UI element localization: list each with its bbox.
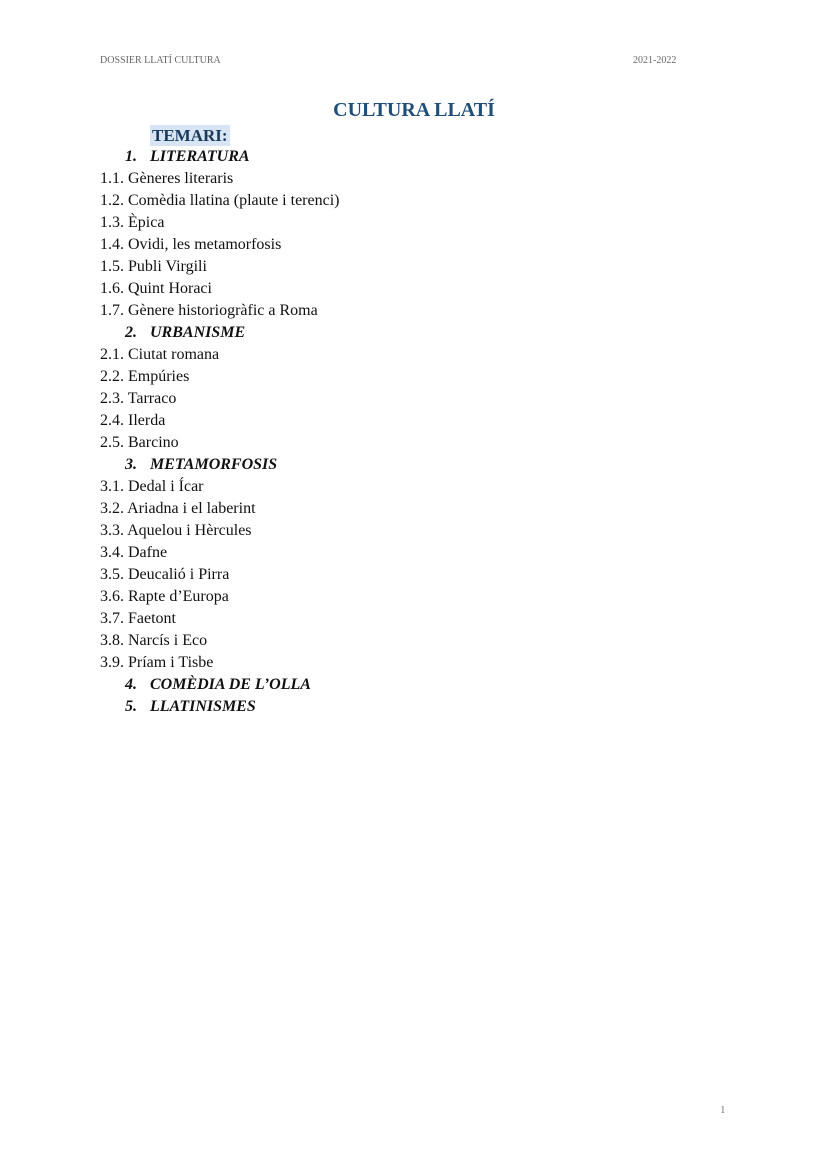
section-heading <box>100 146 339 168</box>
toc-item: 1.3. Èpica <box>100 214 165 231</box>
toc-item: 1.7. Gènere historiogràfic a Roma <box>100 302 318 319</box>
toc-item: 3.9. Príam i Tisbe <box>100 654 214 671</box>
toc-item: 3.7. Faetont <box>100 610 176 627</box>
toc-item: 3.4. Dafne <box>100 544 168 561</box>
toc-item: 1.4. Ovidi, les metamorfosis <box>100 236 282 253</box>
toc-item: 3.2. Ariadna i el laberint <box>100 500 256 517</box>
section-title: LITERATURA <box>150 148 250 165</box>
subtitle-temari: TEMARI: <box>152 126 228 145</box>
header-right: 2021-2022 <box>633 55 677 66</box>
toc-item: 3.6. Rapte d’Europa <box>100 588 229 605</box>
toc-item: 1.1. Gèneres literaris <box>100 170 234 187</box>
toc-item: 2.4. Ilerda <box>100 412 166 429</box>
section-number: 4. <box>125 676 137 693</box>
section-title: LLATINISMES <box>150 698 256 715</box>
section-title: COMÈDIA DE L’OLLA <box>150 676 311 693</box>
toc-item: 2.5. Barcino <box>100 434 179 451</box>
section-number: 1. <box>125 148 137 165</box>
toc-item: 2.3. Tarraco <box>100 390 177 407</box>
toc-item: 2.1. Ciutat romana <box>100 346 220 363</box>
section-number: 3. <box>125 456 137 473</box>
toc-item: 3.1. Dedal i Ícar <box>100 478 204 495</box>
toc-item: 2.2. Empúries <box>100 368 190 385</box>
section-heading <box>100 454 339 476</box>
section-heading <box>100 696 339 718</box>
toc-item: 3.5. Deucalió i Pirra <box>100 566 230 583</box>
section-number: 2. <box>125 324 137 341</box>
section-number: 5. <box>125 698 137 715</box>
toc-item: 3.3. Aquelou i Hèrcules <box>100 522 252 539</box>
section-heading <box>100 674 339 696</box>
document-title: CULTURA LLATÍ <box>333 99 495 121</box>
toc-item: 1.5. Publi Virgili <box>100 258 207 275</box>
toc-item: 3.8. Narcís i Eco <box>100 632 208 649</box>
toc-item: 1.6. Quint Horaci <box>100 280 212 297</box>
table-of-contents <box>100 146 339 718</box>
section-heading <box>100 322 339 344</box>
page-number: 1 <box>720 1104 726 1116</box>
header-left: DOSSIER LLATÍ CULTURA <box>100 55 221 66</box>
section-title: URBANISME <box>150 324 246 341</box>
toc-item: 1.2. Comèdia llatina (plaute i terenci) <box>100 192 340 209</box>
section-title: METAMORFOSIS <box>150 456 278 473</box>
